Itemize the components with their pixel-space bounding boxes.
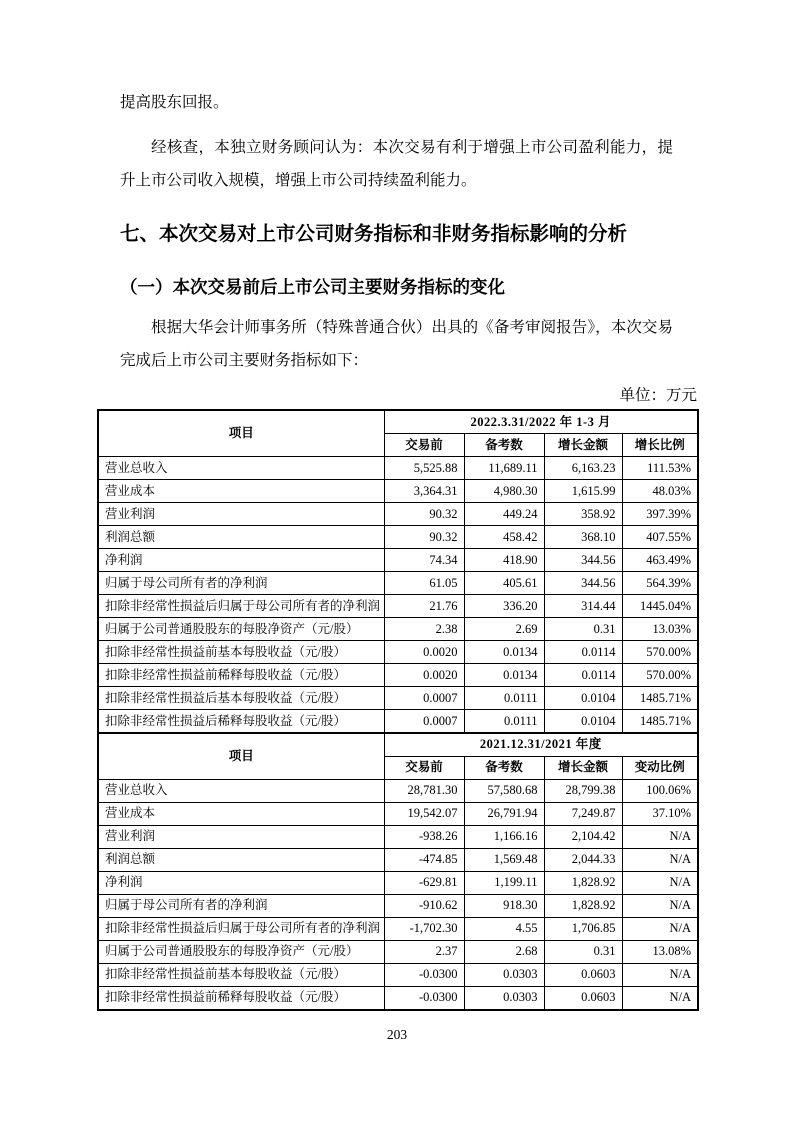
column-header-item: 项目 (98, 410, 384, 457)
row-value-cell: N/A (622, 825, 698, 848)
column-header-proforma: 备考数 (464, 756, 544, 779)
row-value-cell: 1,569.48 (464, 848, 544, 871)
table-row (98, 687, 698, 710)
row-value-cell: -910.62 (384, 894, 464, 917)
row-value-cell: 26,791.94 (464, 802, 544, 825)
column-header-pre-deal: 交易前 (384, 756, 464, 779)
row-value-cell: 397.39% (622, 503, 698, 526)
row-value-cell: 1,166.16 (464, 825, 544, 848)
row-value-cell: 13.03% (622, 618, 698, 641)
row-value-cell: -0.0300 (384, 986, 464, 1010)
row-value-cell: 463.49% (622, 549, 698, 572)
row-value-cell: 48.03% (622, 480, 698, 503)
column-header-pre-deal: 交易前 (384, 434, 464, 457)
row-item-label: 净利润 (98, 871, 384, 894)
row-value-cell: 74.34 (384, 549, 464, 572)
table-row (98, 549, 698, 572)
row-value-cell: 1,199.11 (464, 871, 544, 894)
row-value-cell: 13.08% (622, 940, 698, 963)
row-value-cell: 344.56 (544, 549, 622, 572)
table-row (98, 710, 698, 734)
row-value-cell: 0.0007 (384, 687, 464, 710)
table-row (98, 526, 698, 549)
row-value-cell: -938.26 (384, 825, 464, 848)
row-value-cell: 5,525.88 (384, 457, 464, 480)
row-value-cell: 2.68 (464, 940, 544, 963)
row-value-cell: 1,706.85 (544, 917, 622, 940)
row-value-cell: 0.0020 (384, 664, 464, 687)
row-value-cell: N/A (622, 871, 698, 894)
table-row (98, 618, 698, 641)
table-row (98, 480, 698, 503)
table-row (98, 572, 698, 595)
table-row (98, 641, 698, 664)
row-value-cell: 11,689.11 (464, 457, 544, 480)
row-value-cell: N/A (622, 917, 698, 940)
row-value-cell: 1485.71% (622, 687, 698, 710)
column-header-change-ratio: 变动比例 (622, 756, 698, 779)
row-value-cell: 918.30 (464, 894, 544, 917)
row-item-label: 扣除非经常性损益前稀释每股收益（元/股） (98, 664, 384, 687)
paragraph-table-intro: 根据大华会计师事务所（特殊普通合伙）出具的《备考审阅报告》，本次交易完成后上市公司主要财务指标如下： (120, 319, 673, 369)
table-header-row (98, 410, 698, 434)
row-item-label: 营业成本 (98, 802, 384, 825)
row-value-cell: 0.0114 (544, 641, 622, 664)
row-value-cell: 1,828.92 (544, 894, 622, 917)
row-value-cell: 570.00% (622, 664, 698, 687)
financial-table-2022-q1 (97, 409, 699, 734)
row-value-cell: 111.53% (622, 457, 698, 480)
table-row (98, 986, 698, 1010)
row-item-label: 扣除非经常性损益前稀释每股收益（元/股） (98, 986, 384, 1010)
row-item-label: 营业利润 (98, 825, 384, 848)
table-row (98, 963, 698, 986)
row-value-cell: 314.44 (544, 595, 622, 618)
row-value-cell: 0.0303 (464, 986, 544, 1010)
row-value-cell: 570.00% (622, 641, 698, 664)
column-header-growth-amount: 增长金额 (544, 434, 622, 457)
row-item-label: 营业成本 (98, 480, 384, 503)
row-item-label: 扣除非经常性损益后稀释每股收益（元/股） (98, 710, 384, 734)
row-value-cell: 6,163.23 (544, 457, 622, 480)
row-value-cell: 4.55 (464, 917, 544, 940)
row-value-cell: 0.0020 (384, 641, 464, 664)
row-value-cell: N/A (622, 894, 698, 917)
row-value-cell: 2,044.33 (544, 848, 622, 871)
row-value-cell: -474.85 (384, 848, 464, 871)
row-value-cell: 1,615.99 (544, 480, 622, 503)
row-item-label: 营业总收入 (98, 457, 384, 480)
row-value-cell: 7,249.87 (544, 802, 622, 825)
financial-table-2021-annual (97, 732, 699, 1011)
column-header-item: 项目 (98, 733, 384, 780)
row-item-label: 营业利润 (98, 503, 384, 526)
row-value-cell: 336.20 (464, 595, 544, 618)
row-item-label: 归属于母公司所有者的净利润 (98, 894, 384, 917)
row-value-cell: 449.24 (464, 503, 544, 526)
table-header-row (98, 733, 698, 757)
table-row (98, 940, 698, 963)
row-value-cell: 1,828.92 (544, 871, 622, 894)
row-value-cell: -629.81 (384, 871, 464, 894)
column-header-growth-amount: 增长金额 (544, 756, 622, 779)
row-value-cell: 418.90 (464, 549, 544, 572)
table-row (98, 917, 698, 940)
row-value-cell: 0.0603 (544, 963, 622, 986)
row-value-cell: 0.0134 (464, 641, 544, 664)
row-value-cell: 2.38 (384, 618, 464, 641)
row-value-cell: 2.69 (464, 618, 544, 641)
row-value-cell: 0.0104 (544, 687, 622, 710)
row-item-label: 扣除非经常性损益前基本每股收益（元/股） (98, 641, 384, 664)
row-value-cell: 28,781.30 (384, 779, 464, 802)
table-row (98, 595, 698, 618)
row-value-cell: 21.76 (384, 595, 464, 618)
table-row (98, 779, 698, 802)
row-item-label: 利润总额 (98, 848, 384, 871)
page-number: 203 (386, 1026, 408, 1042)
row-item-label: 净利润 (98, 549, 384, 572)
row-value-cell: 0.0134 (464, 664, 544, 687)
row-value-cell: 28,799.38 (544, 779, 622, 802)
row-value-cell: 1485.71% (622, 710, 698, 734)
row-value-cell: 3,364.31 (384, 480, 464, 503)
row-item-label: 扣除非经常性损益后归属于母公司所有者的净利润 (98, 917, 384, 940)
row-value-cell: 0.0114 (544, 664, 622, 687)
table-row (98, 457, 698, 480)
row-value-cell: N/A (622, 963, 698, 986)
table-row (98, 825, 698, 848)
row-item-label: 扣除非经常性损益后基本每股收益（元/股） (98, 687, 384, 710)
row-item-label: 利润总额 (98, 526, 384, 549)
subsection-heading: （一）本次交易前后上市公司主要财务指标的变化 (120, 277, 505, 297)
row-value-cell: 1445.04% (622, 595, 698, 618)
table-row (98, 802, 698, 825)
table-row (98, 664, 698, 687)
section-heading: 七、本次交易对上市公司财务指标和非财务指标影响的分析 (120, 223, 628, 245)
row-value-cell: -1,702.30 (384, 917, 464, 940)
table-row (98, 871, 698, 894)
row-value-cell: -0.0300 (384, 963, 464, 986)
row-value-cell: N/A (622, 986, 698, 1010)
row-value-cell: 2,104.42 (544, 825, 622, 848)
row-item-label: 归属于公司普通股股东的每股净资产（元/股） (98, 618, 384, 641)
row-value-cell: 407.55% (622, 526, 698, 549)
table-row (98, 894, 698, 917)
row-value-cell: 19,542.07 (384, 802, 464, 825)
row-value-cell: 564.39% (622, 572, 698, 595)
row-value-cell: 0.31 (544, 618, 622, 641)
row-value-cell: 0.0104 (544, 710, 622, 734)
unit-label: 单位：万元 (619, 387, 697, 404)
row-value-cell: 0.0111 (464, 687, 544, 710)
row-value-cell: 2.37 (384, 940, 464, 963)
row-value-cell: 368.10 (544, 526, 622, 549)
row-value-cell: 100.06% (622, 779, 698, 802)
row-value-cell: 0.0111 (464, 710, 544, 734)
table-row (98, 503, 698, 526)
row-value-cell: 0.0603 (544, 986, 622, 1010)
row-value-cell: 0.0007 (384, 710, 464, 734)
row-value-cell: 61.05 (384, 572, 464, 595)
row-value-cell: 0.0303 (464, 963, 544, 986)
paragraph-advisor-opinion: 经核查，本独立财务顾问认为：本次交易有利于增强上市公司盈利能力，提升上市公司收入规模，增强上市公司持续盈利能力。 (120, 139, 673, 189)
column-header-growth-ratio: 增长比例 (622, 434, 698, 457)
row-value-cell: 405.61 (464, 572, 544, 595)
column-header-proforma: 备考数 (464, 434, 544, 457)
period-header-2022: 2022.3.31/2022 年 1-3 月 (384, 410, 698, 434)
row-item-label: 归属于母公司所有者的净利润 (98, 572, 384, 595)
row-value-cell: 458.42 (464, 526, 544, 549)
row-value-cell: 0.31 (544, 940, 622, 963)
row-item-label: 营业总收入 (98, 779, 384, 802)
row-item-label: 扣除非经常性损益后归属于母公司所有者的净利润 (98, 595, 384, 618)
row-value-cell: 90.32 (384, 503, 464, 526)
period-header-2021: 2021.12.31/2021 年度 (384, 733, 698, 757)
row-value-cell: 37.10% (622, 802, 698, 825)
row-value-cell: 358.92 (544, 503, 622, 526)
row-item-label: 归属于公司普通股股东的每股净资产（元/股） (98, 940, 384, 963)
row-value-cell: 90.32 (384, 526, 464, 549)
row-value-cell: 344.56 (544, 572, 622, 595)
row-value-cell: 4,980.30 (464, 480, 544, 503)
row-item-label: 扣除非经常性损益前基本每股收益（元/股） (98, 963, 384, 986)
paragraph-shareholder-return: 提高股东回报。 (120, 94, 229, 111)
row-value-cell: N/A (622, 848, 698, 871)
table-row (98, 848, 698, 871)
row-value-cell: 57,580.68 (464, 779, 544, 802)
